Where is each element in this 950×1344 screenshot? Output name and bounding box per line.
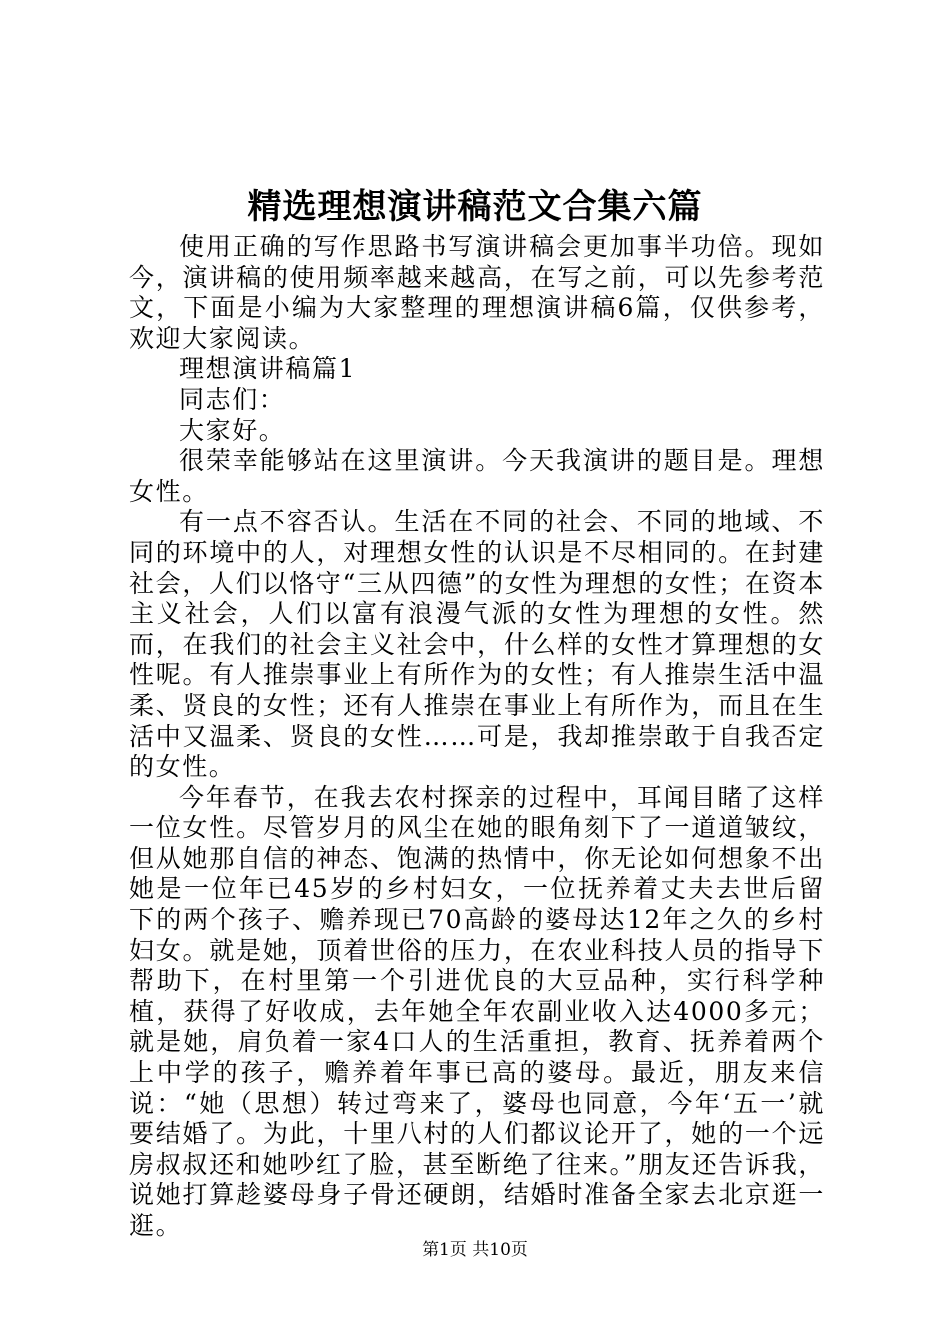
section-heading: 理想演讲稿篇1: [179, 354, 357, 384]
document-title: 精选理想演讲稿范文合集六篇: [247, 187, 703, 227]
salutation: 同志们：: [179, 384, 286, 414]
intro-paragraph: 使用正确的写作思路书写演讲稿会更加事半功倍。现如今，演讲稿的使用频率越来越高，在写之前，可以先参考范文，下面是小编为大家整理的理想演讲稿6篇，仅供参考，欢迎大家阅读。: [129, 232, 825, 353]
body-paragraph: 有一点不容否认。生活在不同的社会、不同的地域、不同的环境中的人，对理想女性的认识是不尽相同的。在封建社会，人们以恪守“三从四德”的女性为理想的女性；在资本主义社会，人们以富有浪漫气派的女性为理想的女性。然而，在我们的社会主义社会中，什么样的女性才算理想的女性呢。有人推崇事业上有所作为的女性；有人推崇生活中温柔、贤良的女性；还有人推崇在事业上有所作为，而且在生活中又温柔、贤良的女性……可是，我却推崇敢于自我否定的女性。: [129, 507, 825, 782]
page-footer: 第1页 共10页: [422, 1240, 528, 1260]
document-body: [129, 232, 825, 1242]
body-paragraph: 今年春节，在我去农村探亲的过程中，耳闻目睹了这样一位女性。尽管岁月的风尘在她的眼角刻下了一道道皱纹，但从她那自信的神态、饱满的热情中，你无论如何想象不出她是一位年已45岁的乡村妇女，一位抚养着丈夫去世后留下的两个孩子、赡养现已70高龄的婆母达12年之久的乡村妇女。就是她，顶着世俗的压力，在农业科技人员的指导下帮助下，在村里第一个引进优良的大豆品种，实行科学种植，获得了好收成，去年她全年农副业收入达4000多元；就是她，肩负着一家4口人的生活重担，教育、抚养着两个上中学的孩子，赡养着年事已高的婆母。最近，朋友来信说：“她（思想）转过弯来了，婆母也同意，今年‘五一’就要结婚了。为此，十里八村的人们都议论开了，她的一个远房叔叔还和她吵红了脸，甚至断绝了往来。”朋友还告诉我，说她打算趁婆母身子骨还硬朗，结婚时准备全家去北京逛一逛。: [129, 782, 825, 1240]
body-paragraph: 很荣幸能够站在这里演讲。今天我演讲的题目是。理想女性。: [129, 446, 825, 506]
greeting: 大家好。: [179, 415, 286, 445]
